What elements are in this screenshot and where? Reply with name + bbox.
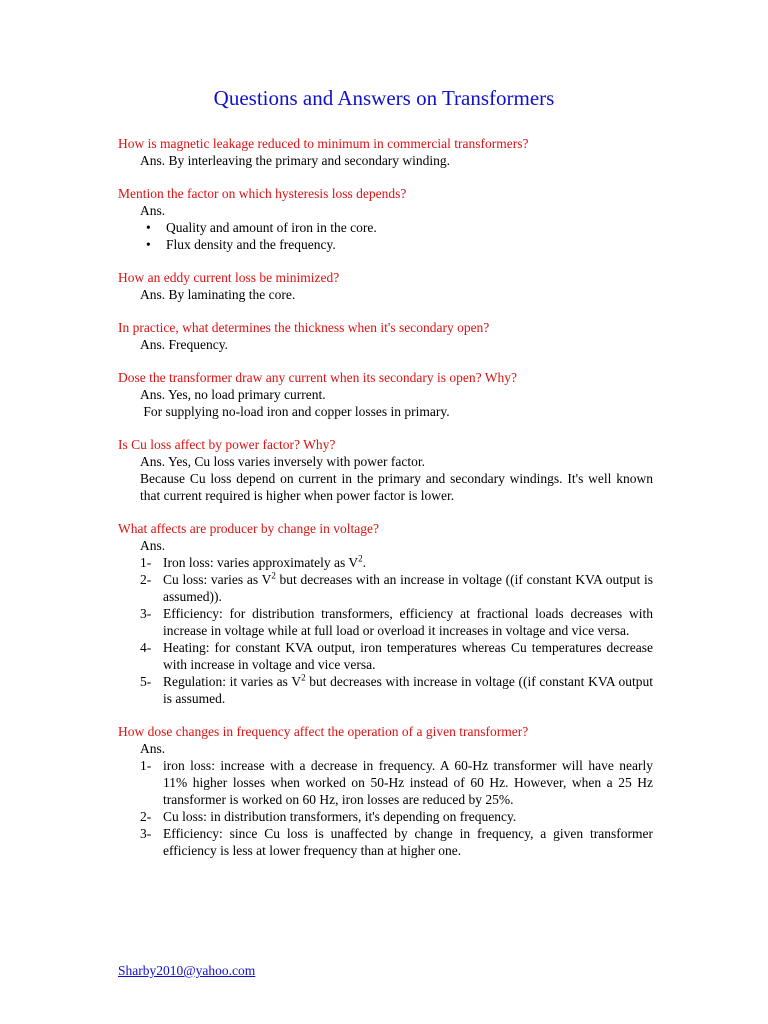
answer: Ans. Yes, Cu loss varies inversely with power factor.	[140, 454, 425, 469]
superscript: 2	[271, 570, 276, 581]
qa-item	[118, 185, 653, 253]
item-number: 2-	[140, 572, 152, 587]
qa-item	[118, 369, 653, 420]
answer: Ans.	[140, 538, 166, 553]
item-text: Efficiency: for distribution transformers, efficiency at fractional loads decreases with increase in voltage while at full load or overload it increases in voltage and vice versa.	[163, 606, 653, 638]
item-text-tail: but decreases with an increase in voltage ((if constant KVA output is assumed)).	[163, 572, 654, 604]
item-number: 3-	[140, 826, 152, 841]
answer: Ans.	[140, 741, 166, 756]
answer: Ans. By laminating the core.	[140, 287, 296, 302]
qa-item	[118, 319, 653, 353]
answer: Ans.	[140, 203, 166, 218]
item-number: 2-	[140, 809, 152, 824]
numbered-item	[140, 825, 653, 859]
question: How is magnetic leakage reduced to minimum in commercial transformers?	[118, 136, 529, 151]
numbered-item	[140, 757, 653, 808]
question: Mention the factor on which hysteresis loss depends?	[118, 186, 407, 201]
item-text: Efficiency: since Cu loss is unaffected by change in frequency, a given transformer efficiency is less at lower frequency than at higher one.	[163, 826, 653, 858]
item-number: 1-	[140, 758, 152, 773]
item-text: Cu loss: varies as V	[163, 572, 272, 587]
item-text: Regulation: it varies as V	[163, 674, 302, 689]
item-text-tail: but decreases with increase in voltage ((if constant KVA output is assumed.	[163, 674, 653, 706]
item-text-tail: .	[362, 555, 366, 570]
answer: Ans. Yes, no load primary current.	[140, 387, 326, 402]
item-text: iron loss: increase with a decrease in frequency. A 60-Hz transformer will have nearly 11% higher losses when worked on 50-Hz instead of 60 Hz. However, when a 25 Hz transformer is worked on 60 Hz, iron losses are reduced by 25%.	[163, 758, 653, 807]
numbered-item	[140, 571, 653, 605]
answer-continuation: Because Cu loss depend on current in the primary and secondary windings. It's well known that current required is higher when power factor is lower.	[140, 471, 653, 503]
bullet-item: • Flux density and the frequency.	[140, 236, 653, 253]
qa-item	[118, 723, 653, 859]
qa-item	[118, 269, 653, 303]
superscript: 2	[358, 553, 363, 564]
numbered-item	[140, 639, 653, 673]
numbered-item	[140, 605, 653, 639]
answer: Ans. Frequency.	[140, 337, 228, 352]
qa-item	[118, 135, 653, 169]
numbered-list	[140, 554, 653, 707]
numbered-list	[140, 757, 653, 859]
question: Is Cu loss affect by power factor? Why?	[118, 437, 336, 452]
page-title: Questions and Answers on Transformers	[213, 86, 555, 110]
item-text: Cu loss: in distribution transformers, it's depending on frequency.	[163, 809, 517, 824]
item-text: Iron loss: varies approximately as V	[163, 555, 359, 570]
bullet-list	[140, 219, 653, 253]
item-number: 4-	[140, 640, 152, 655]
numbered-item	[140, 808, 653, 825]
numbered-item	[140, 554, 653, 571]
superscript: 2	[301, 672, 306, 683]
answer: Ans. By interleaving the primary and secondary winding.	[140, 153, 451, 168]
answer-continuation: For supplying no-load iron and copper losses in primary.	[140, 404, 450, 419]
item-number: 1-	[140, 555, 152, 570]
item-number: 3-	[140, 606, 152, 621]
qa-list	[118, 135, 653, 875]
question: How an eddy current loss be minimized?	[118, 270, 340, 285]
question: How dose changes in frequency affect the operation of a given transformer?	[118, 724, 529, 739]
qa-item	[118, 520, 653, 707]
item-number: 5-	[140, 674, 152, 689]
question: What affects are producer by change in voltage?	[118, 521, 379, 536]
question: Dose the transformer draw any current when its secondary is open? Why?	[118, 370, 517, 385]
numbered-item	[140, 673, 653, 707]
item-text: Heating: for constant KVA output, iron temperatures whereas Cu temperatures decrease with increase in voltage and vice versa.	[163, 640, 653, 672]
qa-item	[118, 436, 653, 504]
question: In practice, what determines the thickness when it's secondary open?	[118, 320, 490, 335]
bullet-item: • Quality and amount of iron in the core.	[140, 219, 653, 236]
footer-email-link[interactable]: Sharby2010@yahoo.com	[118, 963, 256, 978]
